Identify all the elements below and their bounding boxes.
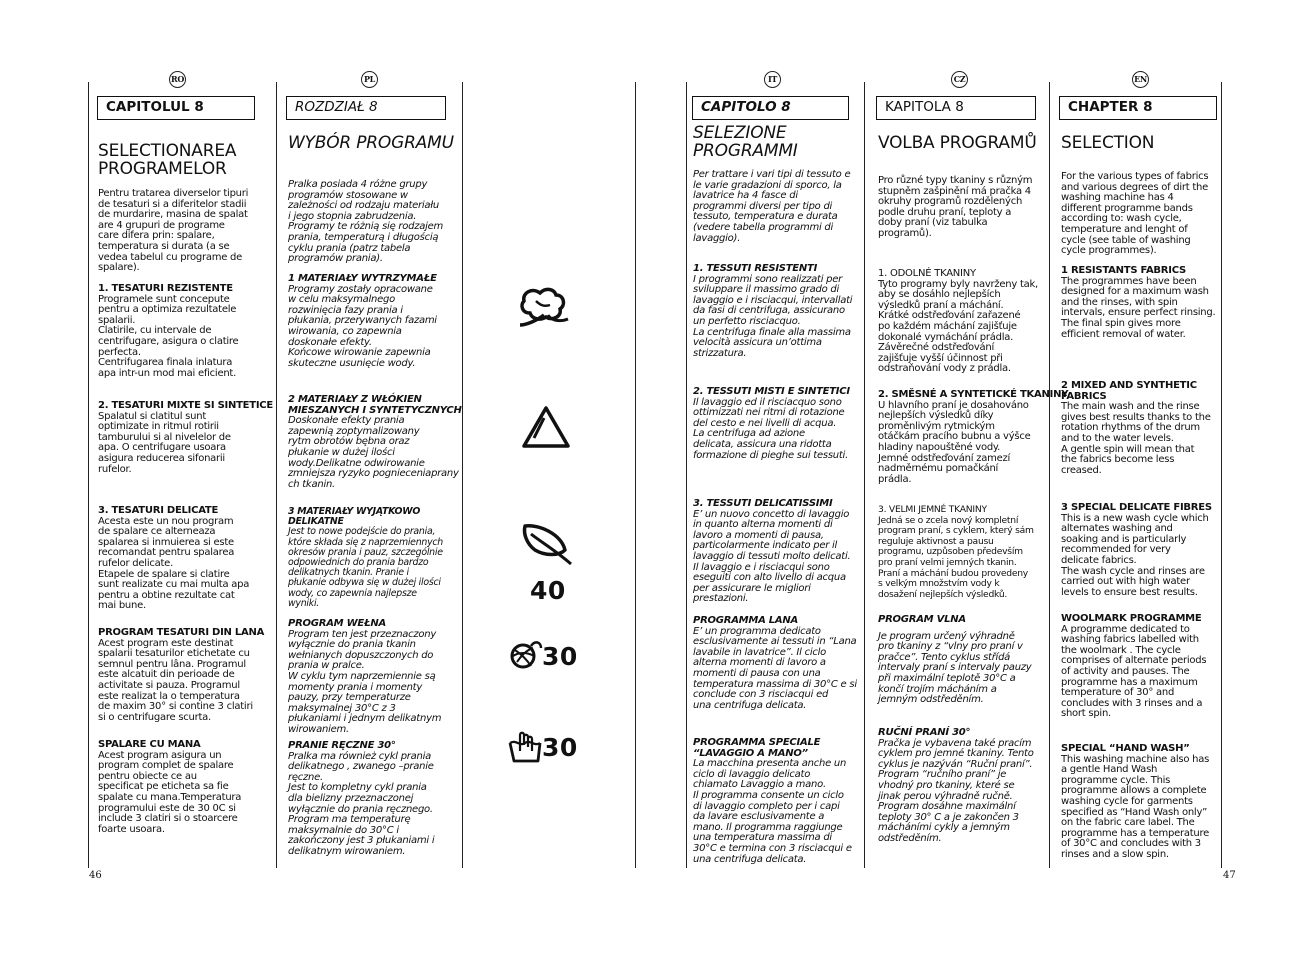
- section-4-cz: PROGRAM VLNA Je program určený výhradně pro tkaniny z “vlny pro praní v pračce”. Tento cyklus střídá intervaly praní s intervaly pauzy při maximální teplotě 30°C a končí trojím mácháním a jemným odstředěním.: [878, 614, 1032, 706]
- section-title-it: SELEZIONE PROGRAMMI: [693, 123, 798, 161]
- section-5-pl: PRANIE RĘCZNE 30° Pralka ma również cykl prania delikatnego , zwanego –pranie ręczne. Jest to kompletny cykl prania dla bielizny przeznaczonej wyłącznie do prania ręcznego. Program ma temperaturę maksymalnie do 30°C i zakończony jest 3 płukaniami i delikatnym wirowaniem.: [288, 740, 435, 857]
- section-5-en: SPECIAL “HAND WASH” This washing machine also has a gentle Hand Wash programme cycle. This programme allows a complete washing cycle for garments specified as “Hand Wash only” on the fabric care label. The programme has a temperature of 30°C and concludes with 3 rinses and a slow spin.: [1061, 743, 1210, 860]
- divider-center: [635, 82, 636, 868]
- cotton-flower-icon: [518, 285, 576, 327]
- section-3-en: 3 SPECIAL DELICATE FIBRES This is a new wash cycle which alternates washing and soaking and is particularly recommended for very delicate fabrics. The wash cycle and rinses are carried out with high water levels to ensure best results.: [1061, 502, 1212, 598]
- divider-ro-pl: [276, 82, 277, 868]
- divider-right-outer: [1221, 82, 1222, 868]
- section-5-ro: SPALARE CU MANA Acest program asigura un program complet de spalare pentru obiecte ce au specificat pe eticheta sa fie spalate cu mana.Temperatura programului este de 30 0C si include 3 clatiri si o stoarcere foarte usoara.: [98, 739, 242, 835]
- divider-pl-icons: [462, 82, 463, 868]
- feather-icon: [515, 520, 573, 566]
- section-title-pl: WYBÓR PROGRAMU: [288, 133, 454, 153]
- section-title-cz: VOLBA PROGRAMŮ: [878, 133, 1037, 153]
- section-2-pl: 2 MATERIAŁY Z WŁÓKIEN MIESZANYCH I SYNTETYCZNYCH Doskonałe efekty prania zapewnią zoptymalizowany rytm obrotów bębna oraz płukanie w dużej ilości wody.Delikatne odwirowanie zmniejsza ryzyko pognieceniaprany ch tkanin.: [288, 394, 462, 490]
- section-4-en: WOOLMARK PROGRAMME A programme dedicated to washing fabrics labelled with the woolmark . The cycle comprises of alternate periods of activity and pauses. The programme has a maximum temperature of 30° and concludes with 3 rinses and a short spin.: [1061, 613, 1207, 720]
- section-2-it: 2. TESSUTI MISTI E SINTETICI Il lavaggio ed il risciacquo sono ottimizzati nei ritmi di rotazione del cesto e nei livelli di acqua. La centrifuga ad azione delicata, assicura una ridotta formazione di pieghe sui tessuti.: [693, 386, 850, 461]
- chapter-heading-cz: KAPITOLA 8: [876, 96, 1036, 120]
- wool-temperature-label: 30: [542, 642, 578, 671]
- section-3-pl: 3 MATERIAŁY WYJĄTKOWO DELIKATNE Jest to nowe podejście do prania, które składa się z naprzemiennych okresów prania i pauz, szczególnie odpowiednich do prania bardzo delikatnych tkanin. Pranie i płukanie odbywa się w dużej ilości wody, co zapewnia najlepsze wyniki.: [288, 506, 443, 609]
- intro-cz: Pro různé typy tkaniny s různým stupněm zašpinění má pračka 4 okruhy programů rozdělených podle druhu praní, teploty a doby praní (viz tabulka programů).: [878, 175, 1033, 239]
- page-number-right: 47: [1223, 870, 1236, 881]
- section-title-en: SELECTION: [1061, 133, 1155, 153]
- intro-ro: Pentru tratarea diverselor tipuri de tesaturi si a diferitelor stadii de murdarire, masina de spalat are 4 grupuri de programe care difera prin: spalare, temperatura si durata (a se vedea tabelul cu programe de spalare).: [98, 188, 249, 274]
- divider-it-left: [686, 82, 687, 868]
- wool-yarn-icon: [507, 638, 543, 672]
- section-2-cz: 2. SMĚSNÉ A SYNTETICKÉ TKANINY U hlavního praní je dosahováno nejlepších výsledků díky proměnlivým rytmickým otáčkám pracího bubnu a výšce hladiny napouštěné vody. Jemné odstřeďování zamezí nadměrnému pomačkání prádla.: [878, 389, 1069, 485]
- section-5-cz: RUČNÍ PRANÍ 30° Pračka je vybavena také pracím cyklem pro jemné tkaniny. Tento cyklus je nazýván “Ruční praní”. Program “ručního praní” je vhodný pro tkaniny, které se jinak perou výhradně ručně. Program dosáhne maximální teploty 30° C a je zakončen 3 mácháními cykly a jemným odstředěním.: [878, 727, 1034, 844]
- section-3-ro: 3. TESATURI DELICATE Acesta este un nou program de spalare ce alterneaza spalarea si inmuierea si este recomandat pentru spalarea rufelor delicate. Etapele de spalare si clatire sunt realizate cu mai multa apa pentru a obtine rezultate cat mai bune.: [98, 505, 250, 612]
- section-3-it: 3. TESSUTI DELICATISSIMI E’ un nuovo concetto di lavaggio in quanto alterna momenti di lavoro a momenti di pausa, particolarmente indicato per il lavaggio di tessuti molto delicati. Il lavaggio e i risciacqui sono eseguiti con alto livello di acqua per assicurare le migliori prestazioni.: [693, 498, 851, 605]
- section-1-ro: 1. TESATURI REZISTENTE Programele sunt concepute pentru a optimiza rezultatele spalarii. Clatirile, cu intervale de centrifugare, asigura o clatire perfecta. Centrifugarea finala inlatura apa intr-un mod mai eficient.: [98, 283, 239, 379]
- triangle-icon: [520, 404, 572, 450]
- page-number-left: 46: [89, 870, 102, 881]
- delicate-temperature-label: 40: [530, 576, 566, 605]
- language-badge-cz: CZ: [951, 71, 968, 88]
- section-5-it: PROGRAMMA SPECIALE “LAVAGGIO A MANO” La macchina presenta anche un ciclo di lavaggio delicato chiamato Lavaggio a mano. Il programma consente un ciclo di lavaggio completo per i capi da lavare esclusivamente a mano. Il programma raggiunge una temperatura massima di 30°C e termina con 3 risciacqui e una centrifuga delicata.: [693, 737, 852, 865]
- chapter-heading-ro: CAPITOLUL 8: [97, 96, 255, 120]
- section-2-en: 2 MIXED AND SYNTHETIC FABRICS The main wash and the rinse gives best results thanks to the rotation rhythms of the drum and to the water levels. A gentle spin will mean that the fabrics become less creased.: [1061, 380, 1211, 476]
- language-badge-en: EN: [1132, 71, 1149, 88]
- intro-it: Per trattare i vari tipi di tessuto e le varie gradazioni di sporco, la lavatrice ha 4 fasce di programmi diversi per tipo di tessuto, temperatura e durata (vedere tabella programmi di lavaggio).: [693, 169, 851, 244]
- section-1-cz: 1. ODOLNÉ TKANINY Tyto programy byly navrženy tak, aby se dosáhlo nejlepších výsledků praní a máchání. Krátké odstřeďování zařazené po každém máchání zajišťuje dokonalé vymáchání prádla. Závěrečné odstřeďování zajišťuje vyšší účinnost při odstraňování vody z prádla.: [878, 268, 1038, 375]
- intro-pl: Pralka posiada 4 różne grupy programów stosowane w zależności od rodzaju materiału i jego stopnia zabrudzenia. Programy te różnią się rodzajem prania, temperaturą i długością cyklu prania (patrz tabela programów prania).: [288, 179, 444, 265]
- language-badge-ro: RO: [169, 71, 186, 88]
- language-badge-pl: PL: [361, 71, 378, 88]
- section-1-pl: 1 MATERIAŁY WYTRZYMAŁE Programy zostały opracowane w celu maksymalnego rozwinięcia fazy prania i płukania, przerywanych fazami wirowania, co zapewnia doskonałe efekty. Końcowe wirowanie zapewnia skuteczne usunięcie wody.: [288, 273, 437, 369]
- section-4-it: PROGRAMMA LANA E’ un programma dedicato esclusivamente ai tessuti in “Lana lavabile in lavatrice”. Il ciclo alterna momenti di lavoro a momenti di pausa con una temperatura massima di 30°C e si conclude con 3 risciacqui ed una centrifuga delicata.: [693, 615, 857, 711]
- chapter-heading-en: CHAPTER 8: [1059, 96, 1217, 120]
- chapter-heading-pl: ROZDZIAŁ 8: [286, 96, 446, 120]
- divider-it-cz: [864, 82, 865, 868]
- section-3-cz: 3. VELMI JEMNÉ TKANINY Jedná se o zcela nový kompletní program praní, s cyklem, který sám reguluje aktivnost a pausu programu, uzpůsoben především pro praní velmi jemných tkanin. Praní a máchání budou provedeny s velkým množstvím vody k dosažení nejlepších výsledků.: [878, 504, 1034, 600]
- section-2-ro: 2. TESATURI MIXTE SI SINTETICE Spalatul si clatitul sunt optimizate in ritmul rotirii tamburului si al nivelelor de apa. O centrifugare usoara asigura reducerea sifonarii rufelor.: [98, 400, 273, 475]
- chapter-heading-it: CAPITOLO 8: [692, 96, 849, 120]
- section-1-it: 1. TESSUTI RESISTENTI I programmi sono realizzati per sviluppare il massimo grado di lavaggio e i risciacqui, intervallati da fasi di centrifuga, assicurano un perfetto risciacquo. La centrifuga finale alla massima velocità assicura un’ottima strizzatura.: [693, 263, 853, 359]
- hand-wash-temperature-label: 30: [542, 733, 578, 762]
- language-badge-it: IT: [764, 71, 781, 88]
- divider-left-outer: [88, 82, 89, 868]
- section-title-ro: SELECTIONAREA PROGRAMELOR: [98, 141, 237, 179]
- section-4-pl: PROGRAM WEŁNA Program ten jest przeznaczony wyłącznie do prania tkanin wełnianych dopuszczonych do prania w pralce. W cyklu tym naprzemiennie są momenty prania i momenty pauzy, przy temperaturze maksymalnej 30°C z 3 płukaniami i jednym delikatnym wirowaniem.: [288, 618, 442, 735]
- section-4-ro: PROGRAM TESATURI DIN LANA Acest program este destinat spalarii tesaturilor etichetate cu semnul pentru lâna. Programul este alcatuit din perioade de activitate si pauza. Programul este realizat la o temperatura de maxim 30° si contine 3 clatiri si o centrifugare scurta.: [98, 627, 265, 723]
- section-1-en: 1 RESISTANTS FABRICS The programmes have been designed for a maximum wash and the rinses, with spin intervals, ensure perfect rinsing. The final spin gives more efficient removal of water.: [1061, 265, 1216, 340]
- intro-en: For the various types of fabrics and various degrees of dirt the washing machine has 4 different programme bands according to: wash cycle, temperature and lenght of cycle (see table of washing cycle programmes).: [1061, 171, 1209, 257]
- hand-wash-tub-icon: [508, 729, 542, 765]
